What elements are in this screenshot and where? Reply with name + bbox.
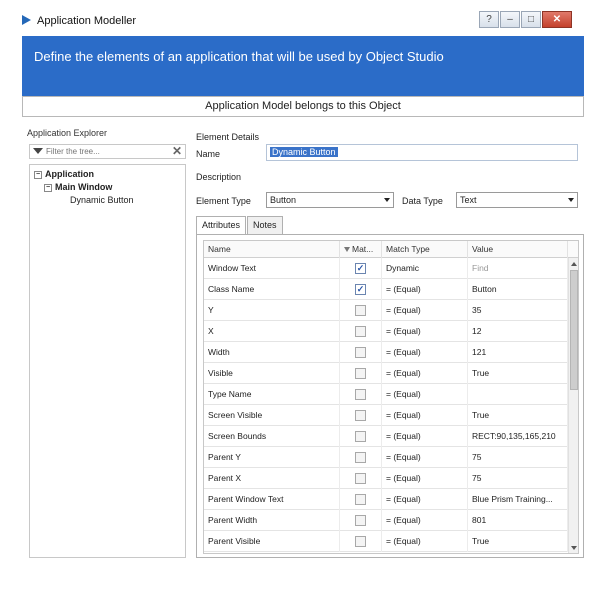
match-cell [340, 510, 382, 531]
maximize-button[interactable]: □ [521, 11, 541, 28]
table-row[interactable] [204, 510, 568, 531]
attribute-name: X [204, 321, 340, 342]
match-type-cell[interactable]: = (Equal) [382, 531, 468, 552]
tree-node-label: Main Window [55, 182, 113, 192]
title-bar [0, 0, 611, 36]
help-button[interactable]: ? [479, 11, 499, 28]
attribute-value: RECT:90,135,165,210 [468, 426, 568, 447]
table-row[interactable] [204, 384, 568, 405]
element-type-select[interactable] [266, 192, 394, 208]
table-row[interactable] [204, 321, 568, 342]
table-row[interactable] [204, 405, 568, 426]
match-type-cell[interactable]: = (Equal) [382, 447, 468, 468]
table-row[interactable] [204, 447, 568, 468]
match-type-cell[interactable]: = (Equal) [382, 510, 468, 531]
object-link-bar[interactable]: Application Model belongs to this Object [22, 96, 584, 117]
description-label: Description [196, 172, 242, 182]
attribute-name: Visible [204, 363, 340, 384]
attribute-value [468, 384, 568, 405]
match-type-cell[interactable]: = (Equal) [382, 363, 468, 384]
table-row[interactable] [204, 489, 568, 510]
attribute-name: Y [204, 300, 340, 321]
match-cell [340, 258, 382, 279]
attribute-value: Blue Prism Training... [468, 489, 568, 510]
match-type-cell[interactable]: Dynamic [382, 258, 468, 279]
column-header-match-type[interactable]: Match Type [382, 241, 468, 258]
tab-notes[interactable]: Notes [247, 216, 283, 235]
explorer-label: Application Explorer [27, 128, 108, 138]
match-cell [340, 426, 382, 447]
tree-node-main-window[interactable] [44, 182, 112, 192]
filter-input[interactable] [46, 146, 166, 157]
attribute-name: Screen Bounds [204, 426, 340, 447]
match-type-cell[interactable]: = (Equal) [382, 279, 468, 300]
table-row[interactable] [204, 258, 568, 279]
column-header-name[interactable]: Name [204, 241, 340, 258]
match-type-cell[interactable]: = (Equal) [382, 489, 468, 510]
application-explorer [27, 128, 186, 558]
table-row[interactable] [204, 531, 568, 552]
attribute-name: Screen Visible [204, 405, 340, 426]
attribute-name: Class Name [204, 279, 340, 300]
match-checkbox[interactable] [355, 473, 366, 484]
match-cell [340, 321, 382, 342]
table-row[interactable] [204, 468, 568, 489]
data-type-value: Text [460, 195, 477, 205]
match-checkbox[interactable]: ✓ [356, 263, 365, 273]
tree-node-application[interactable] [34, 169, 94, 179]
attribute-name: Window Text [204, 258, 340, 279]
scroll-thumb[interactable] [570, 270, 578, 390]
element-type-value: Button [270, 195, 297, 205]
attribute-name: Parent Window Text [204, 489, 340, 510]
tab-attributes[interactable]: Attributes [196, 216, 246, 236]
table-row[interactable] [204, 363, 568, 384]
scroll-down-icon[interactable] [571, 546, 577, 550]
table-row[interactable] [204, 426, 568, 447]
column-header-match[interactable] [340, 241, 382, 258]
filter-icon [344, 247, 350, 252]
match-checkbox[interactable] [355, 389, 366, 400]
clear-filter-icon[interactable]: ✕ [171, 144, 182, 158]
name-value: Dynamic Button [272, 147, 336, 157]
match-type-cell[interactable]: = (Equal) [382, 384, 468, 405]
attribute-name: Parent Y [204, 447, 340, 468]
element-tree [29, 164, 186, 558]
match-checkbox[interactable] [355, 431, 366, 442]
match-checkbox[interactable] [355, 494, 366, 505]
header-banner [22, 36, 584, 96]
match-checkbox[interactable] [355, 326, 366, 337]
attribute-value: True [468, 531, 568, 552]
attribute-value: Button [468, 279, 568, 300]
attribute-name: Width [204, 342, 340, 363]
match-type-cell[interactable]: = (Equal) [382, 300, 468, 321]
filter-box [29, 144, 186, 159]
close-button[interactable]: ✕ [542, 11, 572, 28]
collapse-icon[interactable]: − [45, 183, 51, 191]
match-checkbox[interactable] [355, 368, 366, 379]
column-header-value[interactable]: Value [468, 241, 568, 258]
attribute-value: 75 [468, 447, 568, 468]
attribute-value: Find [468, 258, 568, 279]
data-type-select[interactable] [456, 192, 578, 208]
match-checkbox[interactable] [355, 410, 366, 421]
data-type-label: Data Type [402, 196, 443, 206]
match-cell [340, 405, 382, 426]
element-details-label: Element Details [196, 132, 260, 142]
element-type-label: Element Type [196, 196, 251, 206]
collapse-icon[interactable]: − [35, 170, 41, 178]
table-row[interactable] [204, 342, 568, 363]
attributes-panel [196, 234, 584, 558]
column-header-match-label: Mat... [352, 244, 374, 254]
match-cell [340, 300, 382, 321]
match-checkbox[interactable] [355, 515, 366, 526]
chevron-down-icon [384, 198, 390, 202]
attributes-grid [203, 240, 579, 554]
match-type-cell[interactable]: = (Equal) [382, 321, 468, 342]
attribute-value: 75 [468, 468, 568, 489]
chevron-down-icon [568, 198, 574, 202]
attribute-name: Parent Width [204, 510, 340, 531]
attribute-value: 35 [468, 300, 568, 321]
vertical-scrollbar[interactable] [568, 258, 579, 554]
grid-header [204, 241, 579, 258]
banner-text: Define the elements of an application that will be used by Object Studio [34, 49, 444, 64]
attribute-value: 12 [468, 321, 568, 342]
name-label: Name [196, 149, 221, 159]
match-type-cell[interactable]: = (Equal) [382, 405, 468, 426]
details-tabs [196, 216, 284, 235]
tree-node-label: Application [45, 169, 94, 179]
attribute-name: Parent X [204, 468, 340, 489]
tree-node-dynamic-button[interactable] [70, 195, 134, 205]
match-checkbox[interactable]: ✓ [356, 284, 365, 294]
name-field[interactable] [266, 144, 578, 161]
match-cell [340, 384, 382, 405]
table-row[interactable] [204, 279, 568, 300]
match-checkbox[interactable] [355, 536, 366, 547]
attribute-value: True [468, 405, 568, 426]
match-cell [340, 468, 382, 489]
tree-node-label: Dynamic Button [70, 195, 134, 205]
description-field[interactable] [266, 167, 578, 184]
match-cell [340, 531, 382, 552]
app-icon [22, 15, 31, 25]
match-checkbox[interactable] [355, 452, 366, 463]
match-type-cell[interactable]: = (Equal) [382, 342, 468, 363]
match-cell [340, 363, 382, 384]
table-row[interactable] [204, 300, 568, 321]
window-title: Application Modeller [37, 15, 137, 27]
attribute-value: 801 [468, 510, 568, 531]
attribute-name: Parent Visible [204, 531, 340, 552]
window-controls [479, 11, 573, 28]
minimize-button[interactable]: – [500, 11, 520, 28]
match-cell [340, 447, 382, 468]
match-cell [340, 489, 382, 510]
match-cell [340, 279, 382, 300]
match-type-cell[interactable]: = (Equal) [382, 468, 468, 489]
match-checkbox[interactable] [355, 347, 366, 358]
match-cell [340, 342, 382, 363]
filter-icon [33, 148, 43, 154]
attribute-value: 121 [468, 342, 568, 363]
match-checkbox[interactable] [355, 305, 366, 316]
attribute-name: Type Name [204, 384, 340, 405]
match-type-cell[interactable]: = (Equal) [382, 426, 468, 447]
scroll-up-icon[interactable] [571, 262, 577, 266]
attribute-value: True [468, 363, 568, 384]
